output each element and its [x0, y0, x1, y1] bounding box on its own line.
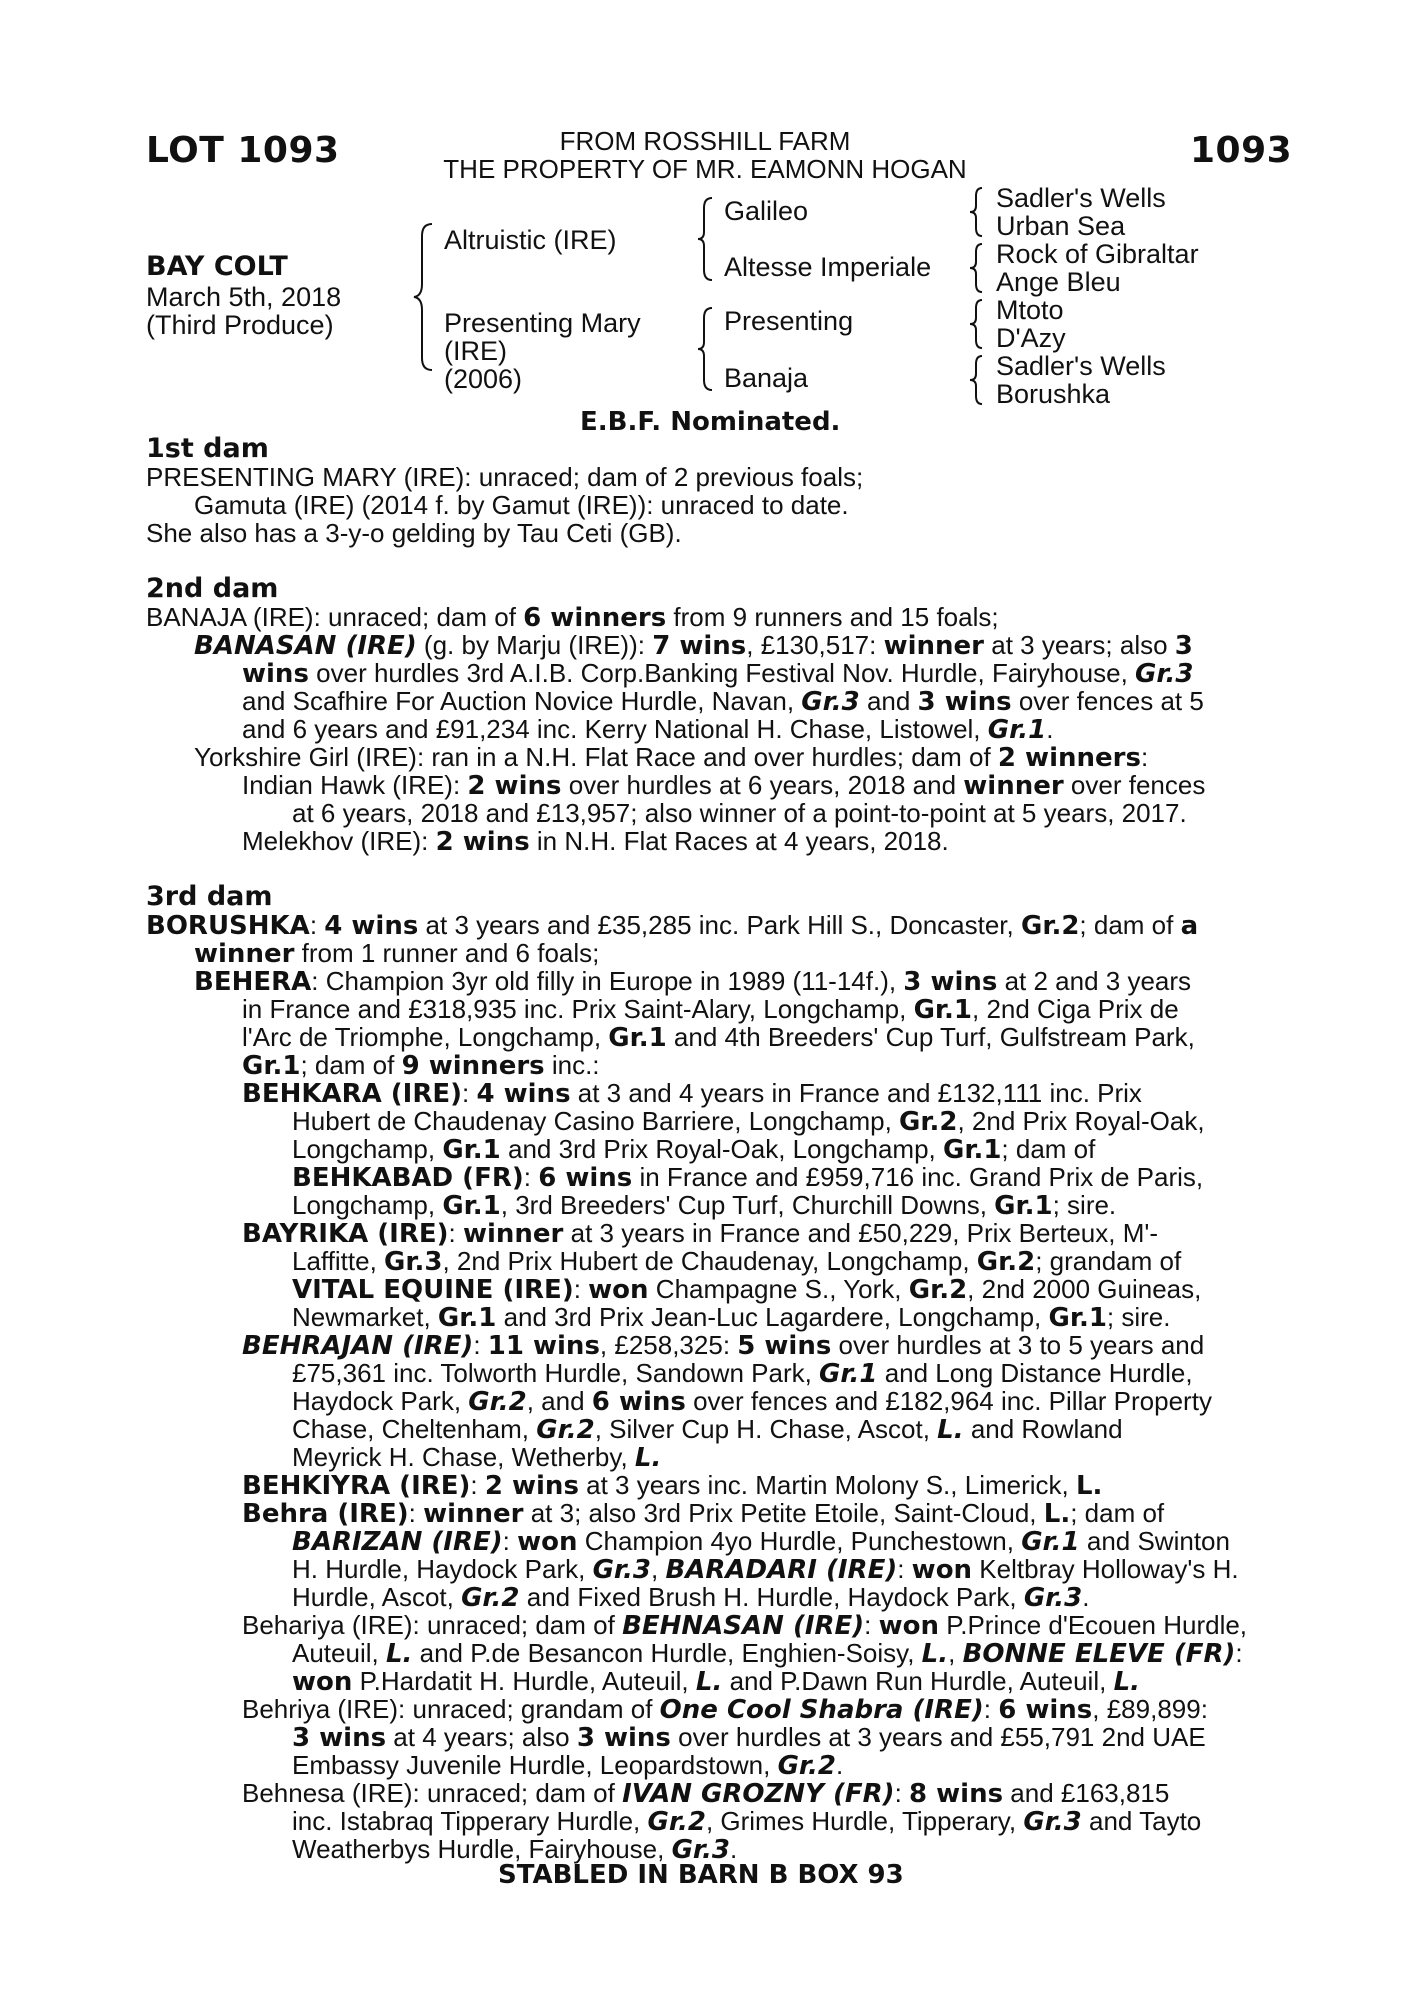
ggp-6: D'Azy	[996, 323, 1066, 353]
pedigree-brace-sire	[696, 196, 716, 282]
third-dam-line: Gr.1; dam of 9 winners inc.:	[242, 1050, 600, 1081]
second-dam-line: Yorkshire Girl (IRE): ran in a N.H. Flat Race and over hurdles; dam of 2 winners:	[194, 742, 1149, 773]
pedigree-brace-dam	[696, 306, 716, 392]
stabled-location: STABLED IN BARN B BOX 93	[498, 1860, 904, 1890]
second-dam-heading: 2nd dam	[146, 573, 279, 604]
dam-dam: Banaja	[724, 363, 809, 393]
third-dam-line: Behnesa (IRE): unraced; dam of IVAN GROZNY (FR): 8 wins and £163,815	[242, 1778, 1170, 1809]
horse-produce: (Third Produce)	[146, 310, 334, 340]
first-dam-line: She also has a 3-y-o gelding by Tau Ceti (GB).	[146, 518, 682, 548]
third-dam-line: Behriya (IRE): unraced; grandam of One Cool Shabra (IRE): 6 wins, £89,899:	[242, 1694, 1208, 1725]
third-dam-line: Embassy Juvenile Hurdle, Leopardstown, Gr.2.	[292, 1750, 844, 1781]
sire-sire: Galileo	[724, 196, 809, 226]
second-dam-line: and 6 years and £91,234 inc. Kerry National H. Chase, Listowel, Gr.1.	[242, 714, 1054, 745]
ggp-3: Rock of Gibraltar	[996, 239, 1199, 269]
ggp-5: Mtoto	[996, 295, 1064, 325]
third-dam-line: H. Hurdle, Haydock Park, Gr.3, BARADARI (IRE): won Keltbray Holloway's H.	[292, 1554, 1239, 1585]
third-dam-line: Hubert de Chaudenay Casino Barriere, Longchamp, Gr.2, 2nd Prix Royal-Oak,	[292, 1106, 1205, 1137]
first-dam-heading: 1st dam	[146, 433, 269, 464]
ggp-2: Urban Sea	[996, 211, 1126, 241]
first-dam-section	[146, 435, 1296, 547]
pedigree-brace-ggp-4	[968, 354, 988, 406]
third-dam-line: Meyrick H. Chase, Wetherby, L.	[292, 1442, 662, 1473]
third-dam-line: Haydock Park, Gr.2, and 6 wins over fences and £182,964 inc. Pillar Property	[292, 1386, 1212, 1417]
ggp-1: Sadler's Wells	[996, 183, 1166, 213]
third-dam-line: l'Arc de Triomphe, Longchamp, Gr.1 and 4th Breeders' Cup Turf, Gulfstream Park,	[242, 1022, 1195, 1053]
third-dam-line: 3 wins at 4 years; also 3 wins over hurdles at 3 years and £55,791 2nd UAE	[292, 1722, 1206, 1753]
dam-line-2: (IRE)	[444, 336, 507, 366]
third-dam-line: Longchamp, Gr.1, 3rd Breeders' Cup Turf, Churchill Downs, Gr.1; sire.	[292, 1190, 1117, 1221]
third-dam-line: in France and £318,935 inc. Prix Saint-Alary, Longchamp, Gr.1, 2nd Ciga Prix de	[242, 994, 1179, 1025]
third-dam-line: £75,361 inc. Tolworth Hurdle, Sandown Park, Gr.1 and Long Distance Hurdle,	[292, 1358, 1193, 1389]
dam-line-3: (2006)	[444, 364, 523, 394]
third-dam-heading: 3rd dam	[146, 881, 273, 912]
second-dam-line: BANASAN (IRE) (g. by Marju (IRE)): 7 wins, £130,517: winner at 3 years; also 3	[194, 630, 1193, 661]
second-dam-line: at 6 years, 2018 and £13,957; also winner of a point-to-point at 5 years, 2017.	[292, 798, 1187, 828]
first-dam-line: Gamuta (IRE) (2014 f. by Gamut (IRE)): unraced to date.	[194, 490, 849, 520]
second-dam-line: BANAJA (IRE): unraced; dam of 6 winners from 9 runners and 15 foals;	[146, 602, 999, 633]
third-dam-line: Weatherbys Hurdle, Fairyhouse, Gr.3.	[292, 1834, 738, 1865]
third-dam-line: inc. Istabraq Tipperary Hurdle, Gr.2, Grimes Hurdle, Tipperary, Gr.3 and Tayto	[292, 1806, 1202, 1837]
sire-dam: Altesse Imperiale	[724, 252, 932, 282]
third-dam-line: BEHKIYRA (IRE): 2 wins at 3 years inc. Martin Molony S., Limerick, L.	[242, 1470, 1103, 1501]
third-dam-line: VITAL EQUINE (IRE): won Champagne S., York, Gr.2, 2nd 2000 Guineas,	[292, 1274, 1202, 1305]
third-dam-line: Longchamp, Gr.1 and 3rd Prix Royal-Oak, Longchamp, Gr.1; dam of	[292, 1134, 1096, 1165]
second-dam-line: Indian Hawk (IRE): 2 wins over hurdles at 6 years, 2018 and winner over fences	[242, 770, 1206, 801]
third-dam-line: Laffitte, Gr.3, 2nd Prix Hubert de Chaudenay, Longchamp, Gr.2; grandam of	[292, 1246, 1182, 1277]
dam-line-1: Presenting Mary	[444, 308, 641, 338]
nomination: E.B.F. Nominated.	[580, 407, 841, 437]
third-dam-line: Behra (IRE): winner at 3; also 3rd Prix Petite Etoile, Saint-Cloud, L.; dam of	[242, 1498, 1165, 1529]
second-dam-line: and Scafhire For Auction Novice Hurdle, Navan, Gr.3 and 3 wins over fences at 5	[242, 686, 1204, 717]
third-dam-line: Newmarket, Gr.1 and 3rd Prix Jean-Luc Lagardere, Longchamp, Gr.1; sire.	[292, 1302, 1171, 1333]
third-dam-section	[146, 883, 1296, 1863]
consignor-line-2: THE PROPERTY OF MR. EAMONN HOGAN	[443, 154, 967, 184]
pedigree-brace-main	[412, 222, 436, 372]
first-dam-line: PRESENTING MARY (IRE): unraced; dam of 2 previous foals;	[146, 462, 864, 492]
third-dam-line: BARIZAN (IRE): won Champion 4yo Hurdle, Punchestown, Gr.1 and Swinton	[292, 1526, 1230, 1557]
lot-number: 1093	[1190, 130, 1293, 171]
third-dam-line: BEHKABAD (FR): 6 wins in France and £959,716 inc. Grand Prix de Paris,	[292, 1162, 1204, 1193]
third-dam-line: Hurdle, Ascot, Gr.2 and Fixed Brush H. Hurdle, Haydock Park, Gr.3.	[292, 1582, 1090, 1613]
third-dam-line: BEHERA: Champion 3yr old filly in Europe in 1989 (11-14f.), 3 wins at 2 and 3 years	[194, 966, 1192, 997]
pedigree-brace-ggp-2	[968, 242, 988, 294]
pedigree-brace-ggp-3	[968, 298, 988, 350]
third-dam-line: BORUSHKA: 4 wins at 3 years and £35,285 inc. Park Hill S., Doncaster, Gr.2; dam of a	[146, 910, 1199, 941]
third-dam-line: Chase, Cheltenham, Gr.2, Silver Cup H. Chase, Ascot, L. and Rowland	[292, 1414, 1123, 1445]
third-dam-line: BAYRIKA (IRE): winner at 3 years in France and £50,229, Prix Berteux, M'-	[242, 1218, 1158, 1249]
third-dam-line: Auteuil, L. and P.de Besancon Hurdle, Enghien-Soisy, L., BONNE ELEVE (FR):	[292, 1638, 1243, 1669]
horse-description: BAY COLT	[146, 251, 288, 282]
second-dam-line: wins over hurdles 3rd A.I.B. Corp.Banking Festival Nov. Hurdle, Fairyhouse, Gr.3	[242, 658, 1194, 689]
horse-foaled: March 5th, 2018	[146, 282, 342, 312]
third-dam-line: won P.Hardatit H. Hurdle, Auteuil, L. and P.Dawn Run Hurdle, Auteuil, L.	[292, 1666, 1141, 1697]
third-dam-line: Behariya (IRE): unraced; dam of BEHNASAN (IRE): won P.Prince d'Ecouen Hurdle,	[242, 1610, 1248, 1641]
ggp-8: Borushka	[996, 379, 1111, 409]
third-dam-line: BEHKARA (IRE): 4 wins at 3 and 4 years in France and £132,111 inc. Prix	[242, 1078, 1142, 1109]
pedigree-brace-ggp-1	[968, 186, 988, 238]
dam-sire: Presenting	[724, 306, 854, 336]
lot-label: LOT 1093	[146, 130, 340, 171]
consignor-line-1: FROM ROSSHILL FARM	[559, 126, 851, 156]
third-dam-line: winner from 1 runner and 6 foals;	[194, 938, 600, 969]
second-dam-line: Melekhov (IRE): 2 wins in N.H. Flat Races at 4 years, 2018.	[242, 826, 949, 857]
sire: Altruistic (IRE)	[444, 225, 617, 255]
ggp-4: Ange Bleu	[996, 267, 1121, 297]
ggp-7: Sadler's Wells	[996, 351, 1166, 381]
second-dam-section	[146, 575, 1296, 855]
third-dam-line: BEHRAJAN (IRE): 11 wins, £258,325: 5 wins over hurdles at 3 to 5 years and	[242, 1330, 1205, 1361]
